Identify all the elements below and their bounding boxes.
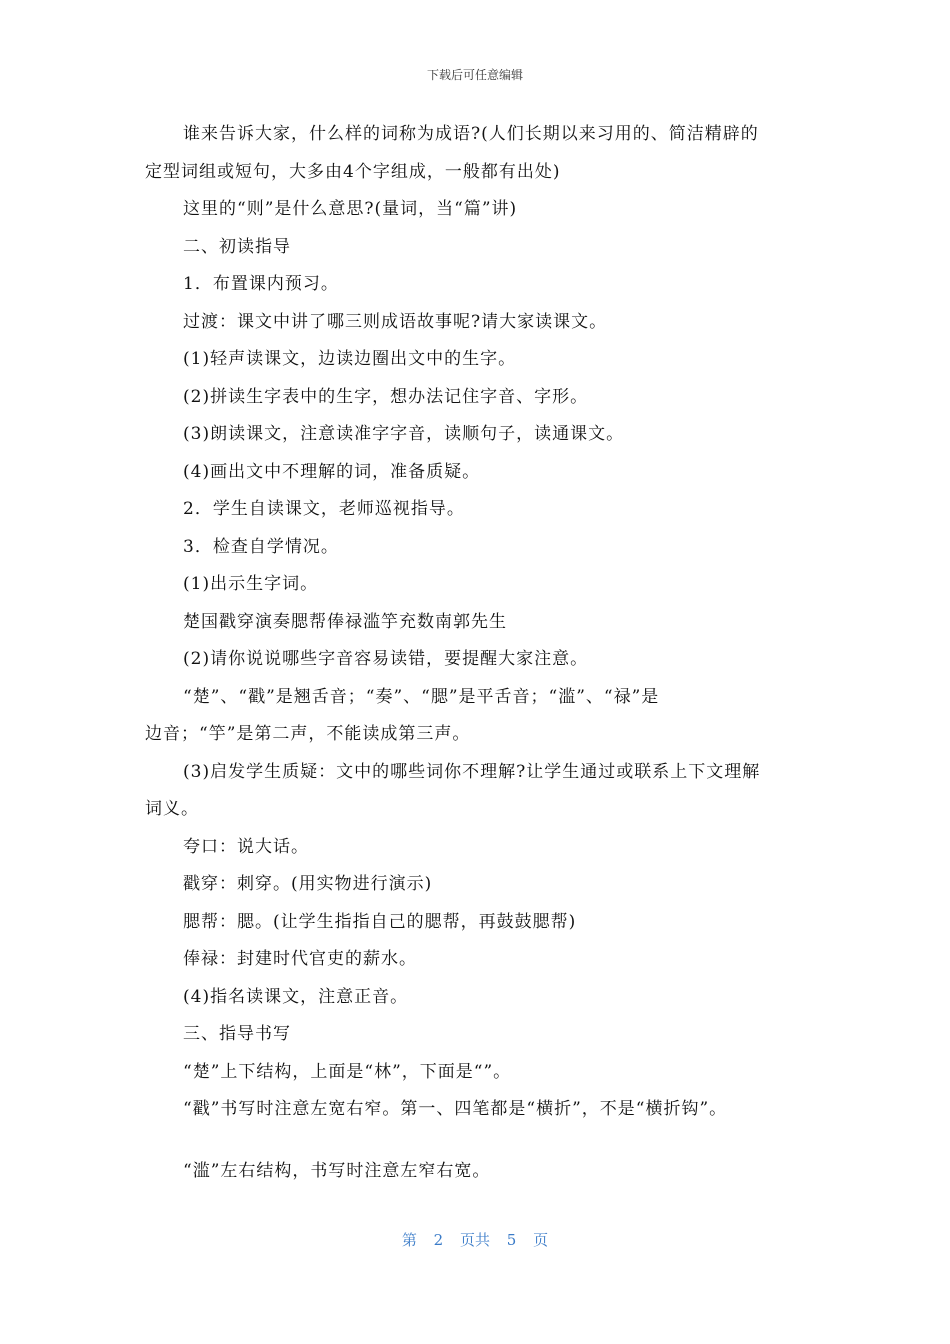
paragraph-line: (1)轻声读课文，边读边圈出文中的生字。 bbox=[183, 349, 517, 369]
paragraph-line: 这里的“则”是什么意思?(量词，当“篇”讲) bbox=[183, 199, 518, 219]
paragraph-line: “戳”书写时注意左宽右窄。第一、四笔都是“横折”，不是“横折钩”。 bbox=[183, 1099, 728, 1119]
paragraph-line: 定型词组或短句，大多由4个字组成，一般都有出处) bbox=[145, 161, 561, 182]
paragraph-line: “楚”上下结构，上面是“林”，下面是“”。 bbox=[183, 1061, 512, 1082]
paragraph-line: 词义。 bbox=[145, 799, 199, 819]
paragraph-line: (4)画出文中不理解的词，准备质疑。 bbox=[183, 461, 481, 482]
paragraph-line: 谁来告诉大家，什么样的词称为成语?(人们长期以来习用的、简洁精辟的 bbox=[183, 124, 759, 144]
paragraph-line: 1．布置课内预习。 bbox=[183, 274, 339, 294]
paragraph-line: 过渡：课文中讲了哪三则成语故事呢?请大家读课文。 bbox=[183, 311, 608, 332]
paragraph-line: (4)指名读课文，注意正音。 bbox=[183, 986, 409, 1007]
paragraph-line: 腮帮：腮。(让学生指指自己的腮帮，再鼓鼓腮帮) bbox=[183, 911, 577, 932]
paragraph-line: (2)请你说说哪些字音容易读错，要提醒大家注意。 bbox=[183, 649, 589, 669]
paragraph-line: (3)启发学生质疑：文中的哪些词你不理解?让学生通过或联系上下文理解 bbox=[183, 761, 761, 782]
paragraph-line: 3．检查自学情况。 bbox=[183, 536, 339, 557]
section-heading: 三、指导书写 bbox=[183, 1024, 291, 1044]
paragraph-line: 戳穿：刺穿。(用实物进行演示) bbox=[183, 874, 433, 894]
paragraph-line: 俸禄：封建时代官吏的薪水。 bbox=[183, 949, 417, 969]
paragraph-line: 夸口：说大话。 bbox=[183, 836, 309, 857]
paragraph-line: (1)出示生字词。 bbox=[183, 574, 319, 594]
page-header: 下载后可任意编辑 bbox=[426, 68, 523, 82]
paragraph-line: “滥”左右结构，书写时注意左窄右宽。 bbox=[183, 1160, 491, 1181]
page-footer bbox=[0, 1229, 950, 1250]
paragraph-line: (3)朗读课文，注意读准字字音，读顺句子，读通课文。 bbox=[183, 424, 625, 444]
footer-page-of: 页共 bbox=[459, 1231, 490, 1249]
section-heading: 二、初读指导 bbox=[183, 236, 291, 257]
paragraph-line: (2)拼读生字表中的生字，想办法记住字音、字形。 bbox=[183, 386, 589, 407]
footer-page-end: 页 bbox=[533, 1231, 549, 1249]
spacer bbox=[145, 1129, 805, 1153]
paragraph-line: 2．学生自读课文，老师巡视指导。 bbox=[183, 499, 465, 519]
footer-page-number: 2 bbox=[433, 1231, 444, 1249]
paragraph-line: 边音；“竽”是第二声，不能读成第三声。 bbox=[145, 724, 471, 744]
footer-total-pages: 5 bbox=[506, 1231, 517, 1249]
paragraph-line: 楚国戳穿演奏腮帮俸禄滥竽充数南郭先生 bbox=[183, 611, 507, 632]
paragraph-line: “楚”、“戳”是翘舌音；“奏”、“腮”是平舌音；“滥”、“禄”是 bbox=[183, 686, 660, 707]
footer-page-word: 第 bbox=[401, 1231, 417, 1249]
document-body bbox=[145, 116, 805, 1190]
